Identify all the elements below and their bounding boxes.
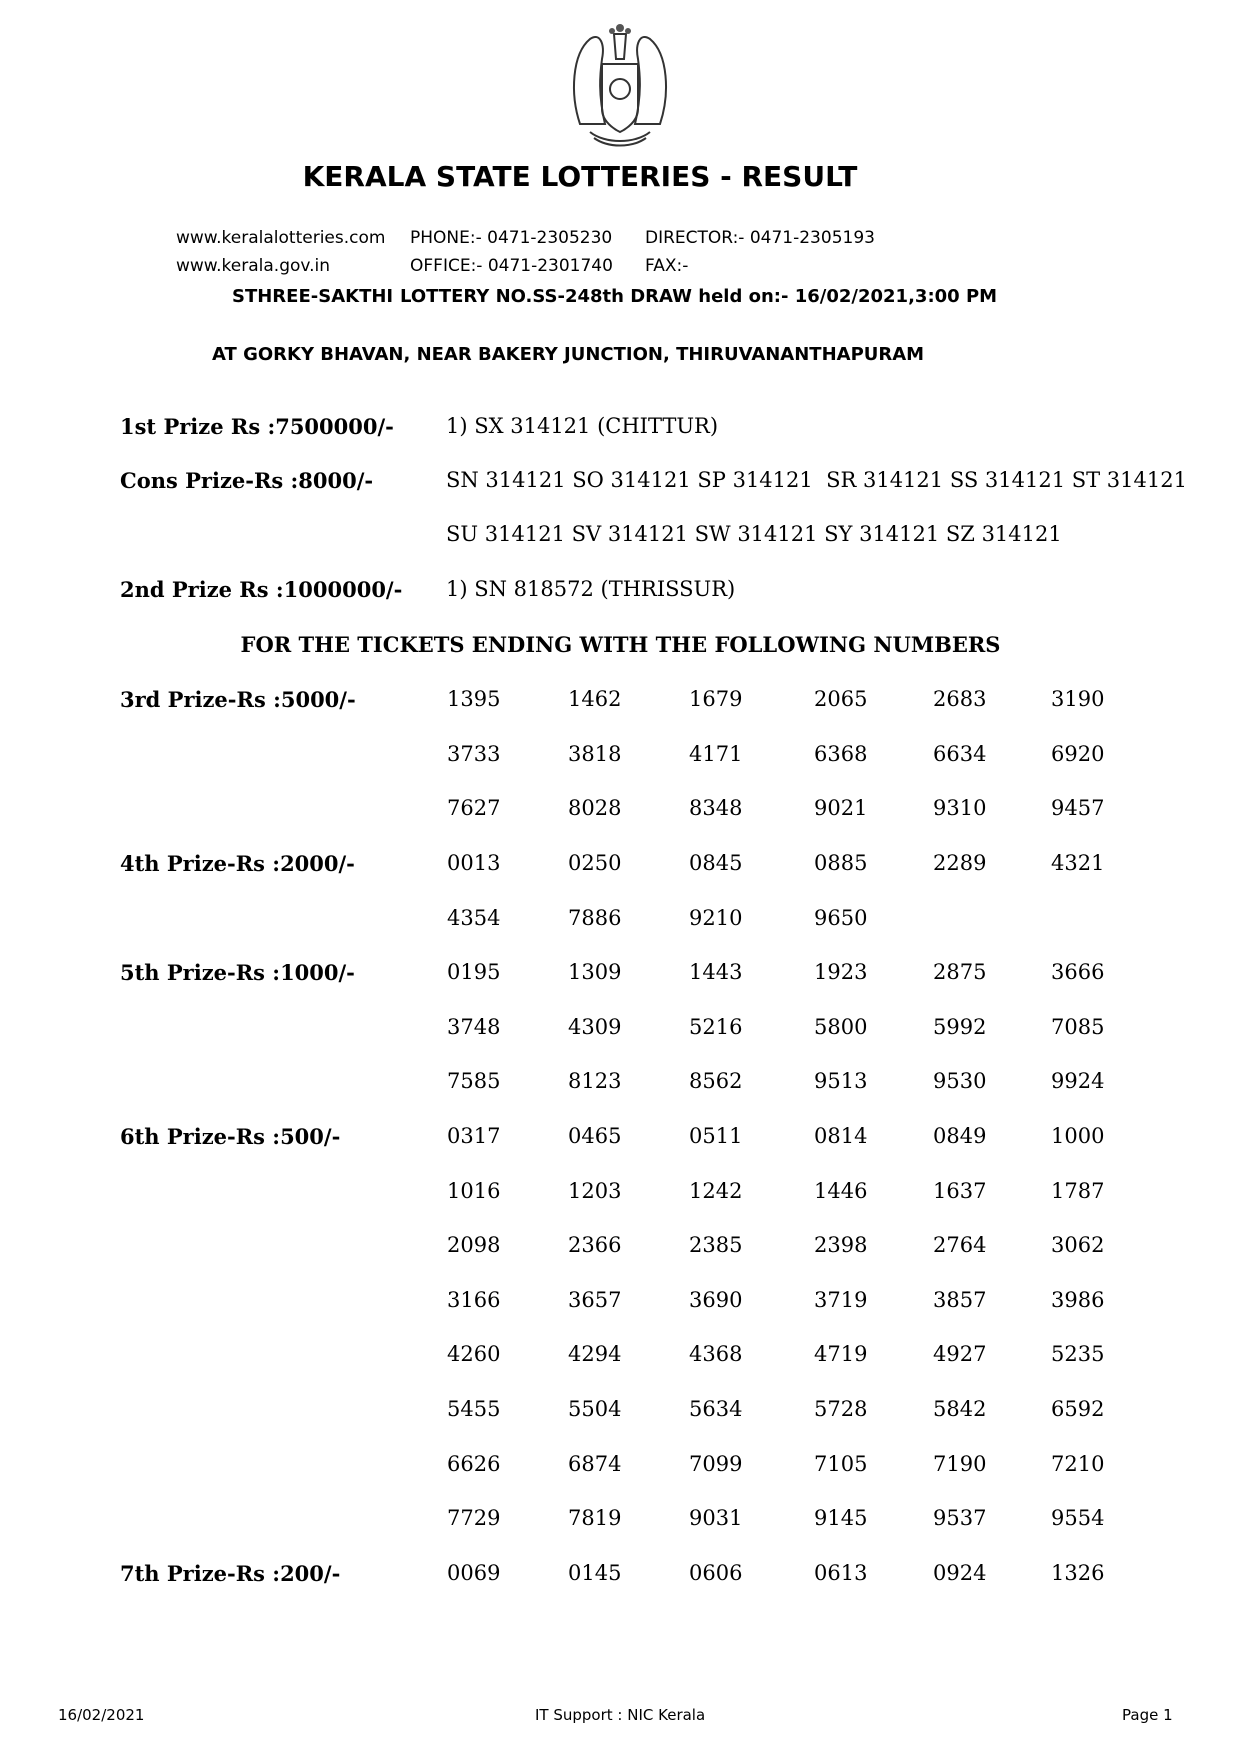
cons-prize-line: SN 314121 SO 314121 SP 314121 SR 314121 SS 314121 ST 314121	[446, 468, 1187, 492]
prize-number: 7105	[814, 1451, 868, 1476]
prize-number: 9031	[689, 1506, 743, 1531]
prize-number: 2065	[814, 687, 868, 711]
prize-number: 5728	[814, 1397, 868, 1421]
prize-number: 7210	[1051, 1451, 1105, 1476]
fax-number: FAX:-	[645, 256, 689, 276]
footer-date: 16/02/2021	[58, 1706, 145, 1724]
prize-number: 6920	[1051, 741, 1105, 766]
prize-number: 6874	[568, 1451, 622, 1476]
seventh-prize-label: 7th Prize-Rs :200/-	[120, 1561, 341, 1586]
cons-prize-label: Cons Prize-Rs :8000/-	[120, 468, 374, 493]
fifth-prize-label: 5th Prize-Rs :1000/-	[120, 960, 355, 985]
prize-number: 2385	[689, 1233, 743, 1258]
website-kerala-gov: www.kerala.gov.in	[176, 256, 331, 276]
prize-number: 6368	[814, 741, 868, 766]
prize-number: 3062	[1051, 1233, 1105, 1258]
prize-number: 4368	[689, 1342, 743, 1367]
director-phone: DIRECTOR:- 0471-2305193	[645, 228, 875, 248]
prize-number: 4719	[814, 1342, 868, 1367]
prize-number: 4171	[689, 741, 743, 766]
prize-number: 1679	[689, 687, 743, 711]
prize-number: 2366	[568, 1233, 622, 1258]
prize-number: 1923	[814, 960, 868, 984]
prize-number: 1462	[568, 687, 622, 711]
prize-number: 0013	[447, 851, 501, 875]
prize-number: 0845	[689, 851, 743, 875]
prize-number: 3690	[689, 1287, 743, 1312]
prize-number: 9457	[1051, 796, 1105, 821]
draw-info: LOTTERY NO.SS-248th DRAW held on:- 16/02/2021,3:00 PM	[400, 286, 998, 307]
office-phone: OFFICE:- 0471-2301740	[410, 256, 613, 276]
prize-number: 9530	[933, 1069, 987, 1094]
prize-number: 3190	[1051, 687, 1105, 711]
prize-number: 0613	[814, 1561, 868, 1585]
prize-number: 4354	[447, 905, 501, 930]
prize-number: 1203	[568, 1178, 622, 1203]
prize-number: 9924	[1051, 1069, 1105, 1094]
prize-number: 5504	[568, 1397, 622, 1421]
prize-number: 1309	[568, 960, 622, 984]
prize-number: 2098	[447, 1233, 501, 1258]
prize-number: 9554	[1051, 1506, 1105, 1531]
prize-number: 2398	[814, 1233, 868, 1258]
prize-number: 9210	[689, 905, 743, 930]
second-prize-value: 1) SN 818572 (THRISSUR)	[446, 577, 736, 601]
footer-support: IT Support : NIC Kerala	[535, 1706, 706, 1724]
prize-number: 3857	[933, 1287, 987, 1312]
prize-number: 5455	[447, 1397, 501, 1421]
prize-number: 3719	[814, 1287, 868, 1312]
prize-number: 7585	[447, 1069, 501, 1094]
prize-number: 0814	[814, 1124, 868, 1148]
prize-number: 0195	[447, 960, 501, 984]
footer-page: Page 1	[1122, 1706, 1173, 1724]
fourth-prize-label: 4th Prize-Rs :2000/-	[120, 851, 355, 876]
cons-prize-line: SU 314121 SV 314121 SW 314121 SY 314121 SZ 314121	[446, 522, 1062, 546]
prize-number: 3733	[447, 741, 501, 766]
prize-number: 7819	[568, 1506, 622, 1531]
prize-number: 2875	[933, 960, 987, 984]
prize-number: 5800	[814, 1014, 868, 1039]
prize-number: 0885	[814, 851, 868, 875]
venue: AT GORKY BHAVAN, NEAR BAKERY JUNCTION, THIRUVANANTHAPURAM	[212, 344, 925, 365]
prize-number: 6592	[1051, 1397, 1105, 1421]
prize-number: 1446	[814, 1178, 868, 1203]
lottery-name: STHREE-SAKTHI	[232, 286, 394, 307]
prize-number: 2289	[933, 851, 987, 875]
prize-number: 3657	[568, 1287, 622, 1312]
prize-number: 4294	[568, 1342, 622, 1367]
prize-number: 0849	[933, 1124, 987, 1148]
prize-number: 9021	[814, 796, 868, 821]
prize-number: 4927	[933, 1342, 987, 1367]
prize-number: 3666	[1051, 960, 1105, 984]
prize-number: 5992	[933, 1014, 987, 1039]
website-keralalotteries: www.keralalotteries.com	[176, 228, 386, 248]
prize-number: 0465	[568, 1124, 622, 1148]
page-title: KERALA STATE LOTTERIES - RESULT	[302, 160, 858, 193]
prize-number: 1326	[1051, 1561, 1105, 1585]
prize-number: 4309	[568, 1014, 622, 1039]
prize-number: 8348	[689, 796, 743, 821]
prize-number: 4260	[447, 1342, 501, 1367]
prize-number: 6626	[447, 1451, 501, 1476]
prize-number: 5216	[689, 1014, 743, 1039]
prize-number: 0924	[933, 1561, 987, 1585]
prize-number: 8562	[689, 1069, 743, 1094]
prize-number: 8028	[568, 796, 622, 821]
prize-number: 1787	[1051, 1178, 1105, 1203]
first-prize-label: 1st Prize Rs :7500000/-	[120, 414, 394, 439]
prize-number: 5235	[1051, 1342, 1105, 1367]
prize-number: 7190	[933, 1451, 987, 1476]
prize-number: 8123	[568, 1069, 622, 1094]
prize-number: 7886	[568, 905, 622, 930]
prize-number: 3818	[568, 741, 622, 766]
prize-number: 9513	[814, 1069, 868, 1094]
prize-number: 1242	[689, 1178, 743, 1203]
prize-number: 0250	[568, 851, 622, 875]
prize-number: 9537	[933, 1506, 987, 1531]
prize-number: 4321	[1051, 851, 1105, 875]
third-prize-label: 3rd Prize-Rs :5000/-	[120, 687, 356, 712]
prize-number: 1443	[689, 960, 743, 984]
prize-number: 0069	[447, 1561, 501, 1585]
prize-number: 0317	[447, 1124, 501, 1148]
prize-number: 7729	[447, 1506, 501, 1531]
prize-number: 3166	[447, 1287, 501, 1312]
prize-number: 1000	[1051, 1124, 1105, 1148]
sixth-prize-label: 6th Prize-Rs :500/-	[120, 1124, 341, 1149]
prize-number: 0606	[689, 1561, 743, 1585]
ending-heading: FOR THE TICKETS ENDING WITH THE FOLLOWING NUMBERS	[240, 632, 1001, 657]
prize-number: 3986	[1051, 1287, 1105, 1312]
prize-number: 1395	[447, 687, 501, 711]
kerala-emblem-icon	[560, 14, 680, 154]
prize-number: 7085	[1051, 1014, 1105, 1039]
prize-number: 2764	[933, 1233, 987, 1258]
prize-number: 7099	[689, 1451, 743, 1476]
prize-number: 3748	[447, 1014, 501, 1039]
prize-number: 1016	[447, 1178, 501, 1203]
prize-number: 2683	[933, 687, 987, 711]
prize-number: 7627	[447, 796, 501, 821]
prize-number: 5842	[933, 1397, 987, 1421]
second-prize-label: 2nd Prize Rs :1000000/-	[120, 577, 403, 602]
prize-number: 9310	[933, 796, 987, 821]
prize-number: 1637	[933, 1178, 987, 1203]
prize-number: 9650	[814, 905, 868, 930]
first-prize-value: 1) SX 314121 (CHITTUR)	[446, 414, 719, 438]
prize-number: 0145	[568, 1561, 622, 1585]
prize-number: 6634	[933, 741, 987, 766]
prize-number: 0511	[689, 1124, 743, 1148]
prize-number: 5634	[689, 1397, 743, 1421]
phone-number: PHONE:- 0471-2305230	[410, 228, 613, 248]
prize-number: 9145	[814, 1506, 868, 1531]
